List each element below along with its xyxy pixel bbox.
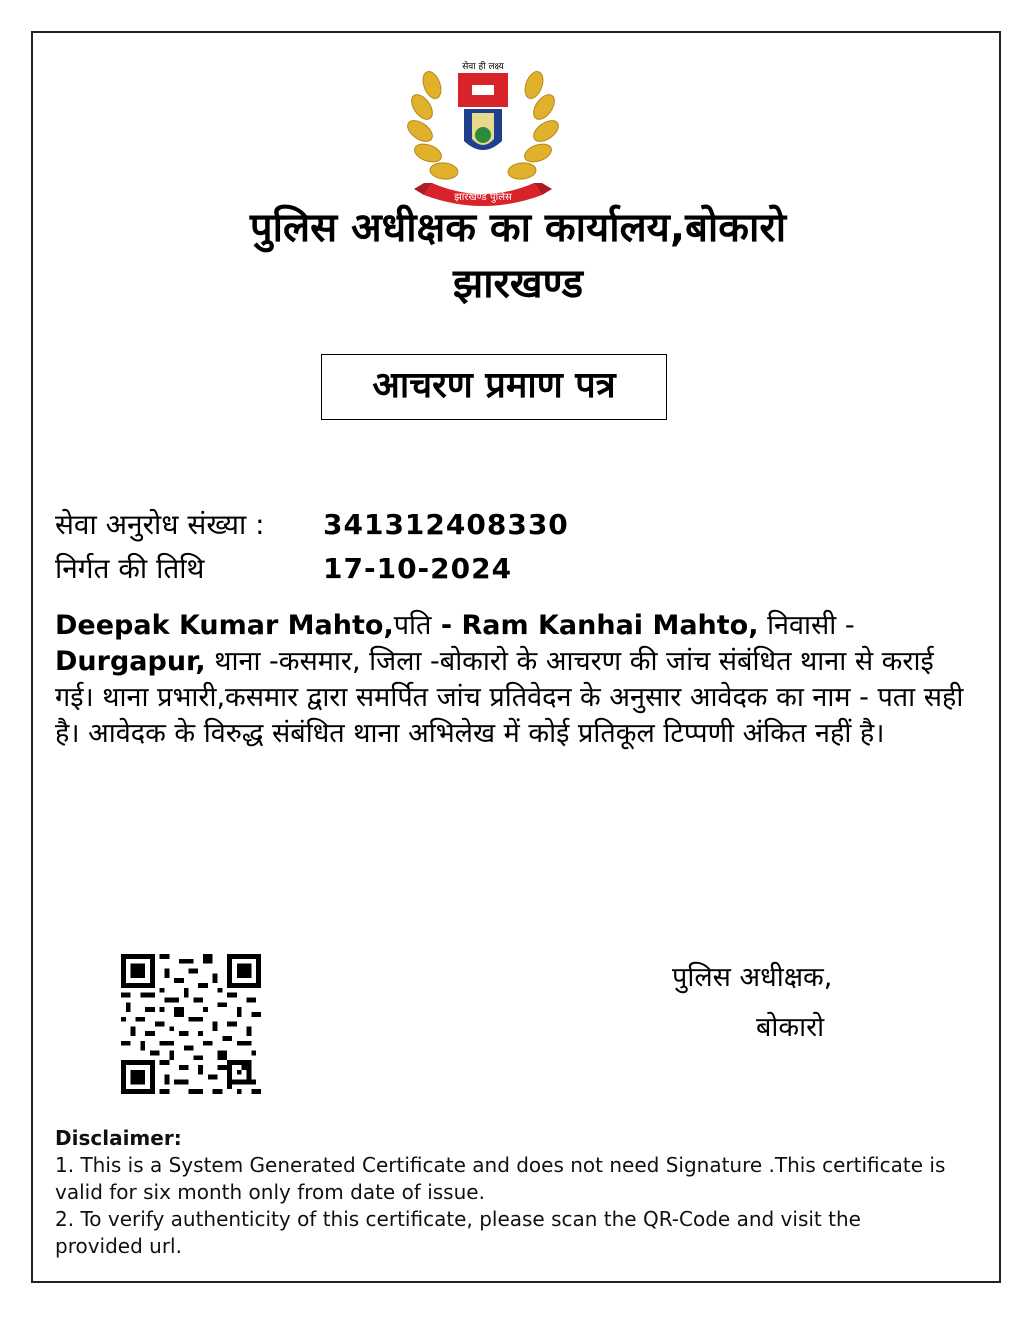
resident-label: निवासी - bbox=[758, 610, 855, 641]
applicant-name: Deepak Kumar Mahto, bbox=[55, 610, 394, 641]
relative-name: Ram Kanhai Mahto, bbox=[461, 610, 759, 641]
office-heading bbox=[60, 200, 976, 312]
relation-label: पति bbox=[393, 610, 432, 641]
disclaimer-item-1: 1. This is a System Generated Certificate and does not need Signature .This certificate is valid for six month only from date of issue. bbox=[55, 1153, 946, 1204]
disclaimer bbox=[55, 1125, 955, 1260]
certificate-title: आचरण प्रमाण पत्र bbox=[321, 354, 667, 420]
jharkhand-police-emblem bbox=[392, 55, 574, 213]
disclaimer-heading: Disclaimer: bbox=[55, 1126, 182, 1150]
signatory-title: पुलिस अधीक्षक, bbox=[672, 962, 833, 993]
relation-separator: - bbox=[431, 610, 462, 641]
signatory-location: बोकारो bbox=[756, 1012, 825, 1043]
emblem-ribbon: झारखण्ड पुलिस bbox=[454, 192, 512, 203]
certificate-meta bbox=[55, 503, 569, 591]
signatory-block bbox=[672, 953, 832, 1053]
certificate-body bbox=[55, 608, 970, 752]
issue-date-label: निर्गत की तिथि bbox=[55, 552, 205, 585]
disclaimer-item-2: 2. To verify authenticity of this certificate, please scan the QR-Code and visit the provided url. bbox=[55, 1207, 861, 1258]
service-request-label: सेवा अनुरोध संख्या : bbox=[55, 508, 265, 541]
place-name: Durgapur, bbox=[55, 646, 206, 677]
office-name: पुलिस अधीक्षक का कार्यालय,बोकारो bbox=[249, 205, 787, 251]
body-statement: थाना -कसमार, जिला -बोकारो के आचरण की जांच संबंधित थाना से कराई गई। थाना प्रभारी,कसमार द्वारा समर्पित जांच प्रतिवेदन के अनुसार आवेदक का नाम - पता सही है। आवेदक के विरुद्ध संबंधित थाना अभिलेख में कोई प्रतिकूल टिप्पणी अंकित नहीं है। bbox=[55, 646, 964, 749]
state-name: झारखण्ड bbox=[452, 261, 584, 307]
issue-date: 17-10-2024 bbox=[323, 552, 513, 585]
emblem-motto: सेवा ही लक्ष्य bbox=[462, 62, 504, 72]
service-request-number: 341312408330 bbox=[323, 508, 569, 541]
verification-qr-code bbox=[120, 954, 262, 1094]
